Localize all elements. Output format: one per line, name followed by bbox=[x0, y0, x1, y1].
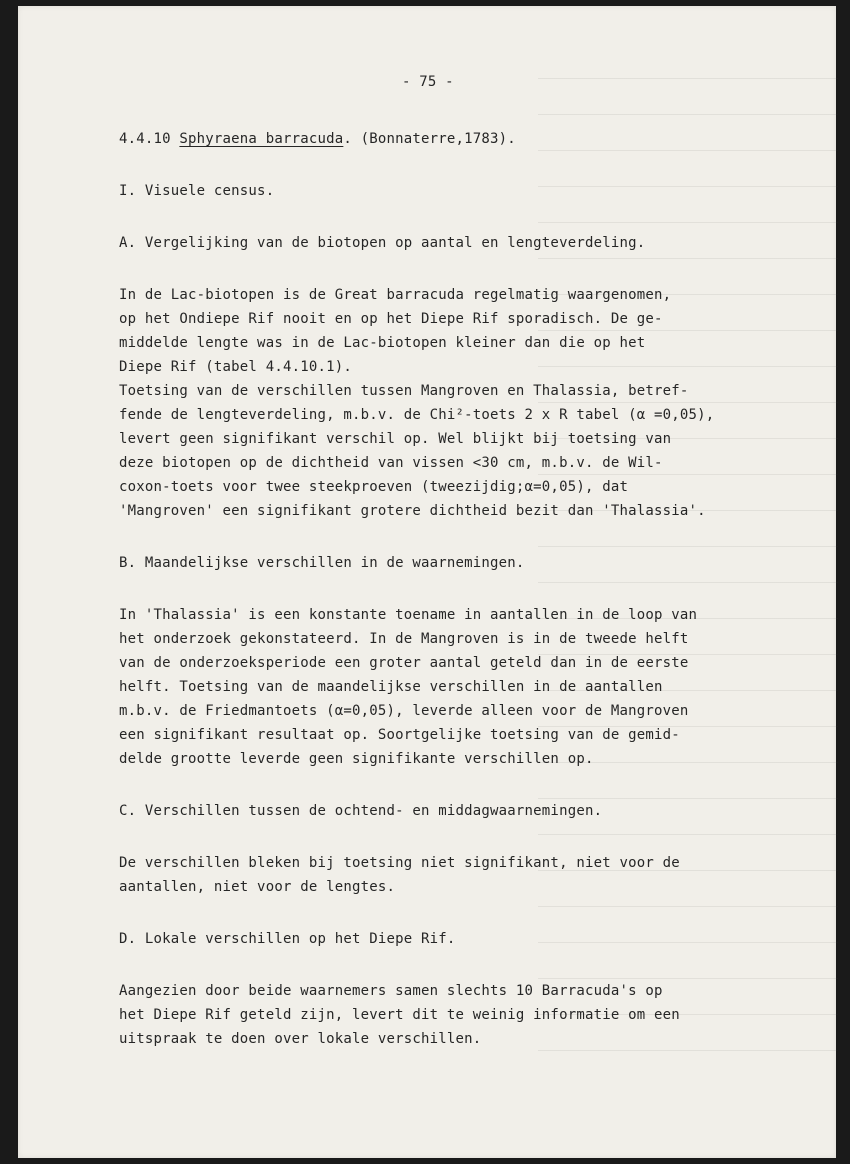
para-b-line: m.b.v. de Friedmantoets (α=0,05), leverde alleen voor de Mangroven bbox=[119, 703, 689, 719]
para-b-line: een signifikant resultaat op. Soortgelijke toetsing van de gemid- bbox=[119, 727, 680, 743]
species-name: Sphyraena barracuda bbox=[179, 131, 344, 147]
para-a-line: coxon-toets voor twee steekproeven (tweezijdig;α=0,05), dat bbox=[119, 479, 629, 495]
heading-visual-census: I. Visuele census. bbox=[119, 183, 275, 199]
para-a-line: In de Lac-biotopen is de Great barracuda regelmatig waargenomen, bbox=[119, 287, 672, 303]
para-d-line: het Diepe Rif geteld zijn, levert dit te weinig informatie om een bbox=[119, 1007, 680, 1023]
para-b-line: In 'Thalassia' is een konstante toename in aantallen in de loop van bbox=[119, 607, 698, 623]
show-through-texture bbox=[538, 56, 838, 1056]
para-c-line: De verschillen bleken bij toetsing niet signifikant, niet voor de bbox=[119, 855, 680, 871]
para-c-line: aantallen, niet voor de lengtes. bbox=[119, 879, 396, 895]
para-b-line: het onderzoek gekonstateerd. In de Mangroven is in de tweede helft bbox=[119, 631, 689, 647]
para-a-line: 'Mangroven' een signifikant grotere dichtheid bezit dan 'Thalassia'. bbox=[119, 503, 706, 519]
para-d-line: uitspraak te doen over lokale verschillen. bbox=[119, 1031, 482, 1047]
para-a-line: Toetsing van de verschillen tussen Mangroven en Thalassia, betref- bbox=[119, 383, 689, 399]
section-title bbox=[119, 131, 516, 147]
para-a-line: deze biotopen op de dichtheid van vissen <30 cm, m.b.v. de Wil- bbox=[119, 455, 663, 471]
heading-a: A. Vergelijking van de biotopen op aantal en lengteverdeling. bbox=[119, 235, 646, 251]
para-b-line: helft. Toetsing van de maandelijkse verschillen in de aantallen bbox=[119, 679, 663, 695]
section-number: 4.4.10 bbox=[119, 131, 180, 147]
document-page bbox=[18, 6, 836, 1158]
para-b-line: delde grootte leverde geen signifikante verschillen op. bbox=[119, 751, 594, 767]
heading-d: D. Lokale verschillen op het Diepe Rif. bbox=[119, 931, 456, 947]
para-a-line: op het Ondiepe Rif nooit en op het Diepe Rif sporadisch. De ge- bbox=[119, 311, 663, 327]
heading-c: C. Verschillen tussen de ochtend- en middagwaarnemingen. bbox=[119, 803, 603, 819]
para-a-line: levert geen signifikant verschil op. Wel blijkt bij toetsing van bbox=[119, 431, 672, 447]
heading-b: B. Maandelijkse verschillen in de waarnemingen. bbox=[119, 555, 525, 571]
para-d-line: Aangezien door beide waarnemers samen slechts 10 Barracuda's op bbox=[119, 983, 663, 999]
para-a-line: middelde lengte was in de Lac-biotopen kleiner dan die op het bbox=[119, 335, 646, 351]
para-a-line: fende de lengteverdeling, m.b.v. de Chi²-toets 2 x R tabel (α =0,05), bbox=[119, 407, 715, 423]
species-author: . (Bonnaterre,1783). bbox=[343, 131, 516, 147]
para-a-line: Diepe Rif (tabel 4.4.10.1). bbox=[119, 359, 352, 375]
para-b-line: van de onderzoeksperiode een groter aantal geteld dan in de eerste bbox=[119, 655, 689, 671]
page-number: - 75 - bbox=[402, 74, 454, 90]
